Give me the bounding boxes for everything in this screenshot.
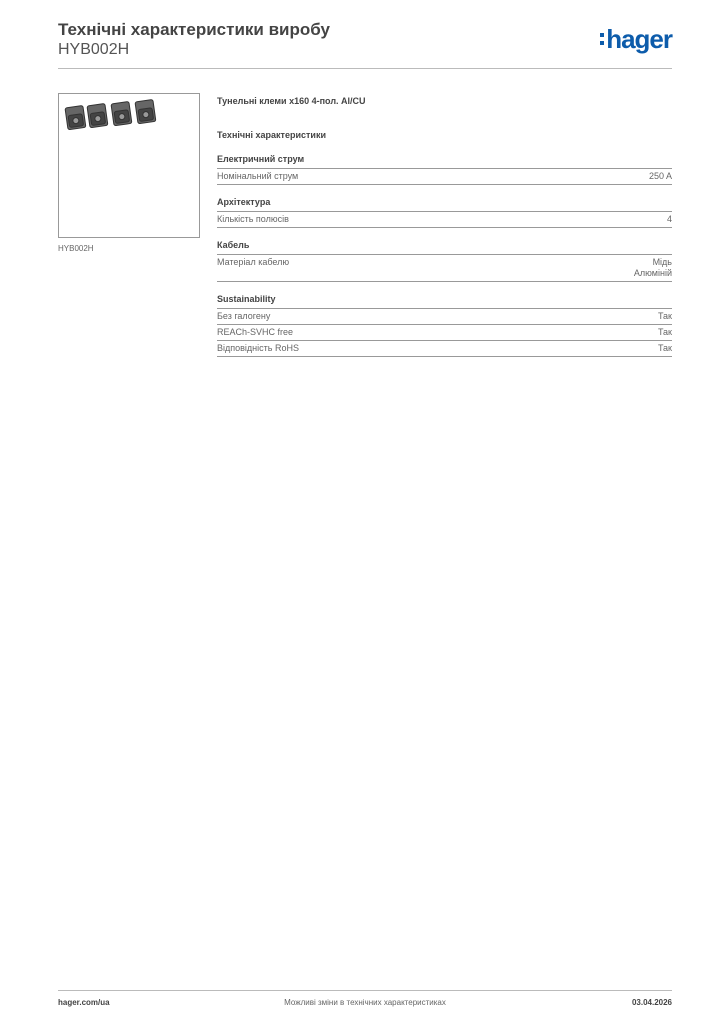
footer-disclaimer: Можливі зміни в технічних характеристиках: [284, 998, 446, 1007]
spec-row: [217, 212, 672, 228]
photo-caption: HYB002H: [58, 244, 94, 253]
footer-website-link[interactable]: hager.com/ua: [58, 998, 110, 1007]
spec-content: [217, 96, 672, 357]
spec-section: [217, 154, 672, 185]
spec-section: [217, 197, 672, 228]
spec-row: [217, 309, 672, 325]
footer-divider: [58, 990, 672, 991]
spec-value: Так: [657, 327, 672, 337]
page-title: Технічні характеристики виробу: [58, 20, 330, 39]
spec-label: Кількість полюсів: [217, 214, 289, 224]
spec-value: Алюміній: [633, 268, 672, 278]
section-title: Кабель: [217, 240, 672, 255]
spec-label: Без галогену: [217, 311, 271, 321]
spec-label: Матеріал кабелю: [217, 257, 290, 267]
spec-value: Так: [657, 343, 672, 353]
spec-section: [217, 240, 672, 282]
page-header: [58, 20, 672, 70]
spec-label: Відповідність RoHS: [217, 343, 299, 353]
spec-value: 250 A: [648, 171, 672, 181]
spec-label: Номінальний струм: [217, 171, 299, 181]
section-title: Електричний струм: [217, 154, 672, 169]
spec-value: Так: [657, 311, 672, 321]
terminal-clamps-image: [59, 94, 199, 237]
spec-section: [217, 294, 672, 357]
logo-dots-icon: [600, 33, 604, 45]
header-divider: [58, 68, 672, 69]
logo-text: hager: [606, 24, 672, 54]
section-title: Sustainability: [217, 294, 672, 309]
hager-logo: [600, 25, 672, 53]
footer-date: 03.04.2026: [631, 998, 672, 1007]
spec-value: Мідь: [652, 257, 672, 267]
product-photo: [58, 93, 200, 238]
spec-label: REACh-SVHC free: [217, 327, 294, 337]
product-code: HYB002H: [58, 41, 130, 58]
section-title: Архітектура: [217, 197, 672, 212]
spec-value: 4: [666, 214, 672, 224]
spec-row: [217, 341, 672, 357]
spec-row: [217, 169, 672, 185]
spec-row: [217, 325, 672, 341]
spec-heading: Технічні характеристики: [217, 130, 326, 140]
product-name: Тунельні клеми x160 4-пол. Al/CU: [217, 96, 366, 106]
spec-row: [217, 255, 672, 282]
